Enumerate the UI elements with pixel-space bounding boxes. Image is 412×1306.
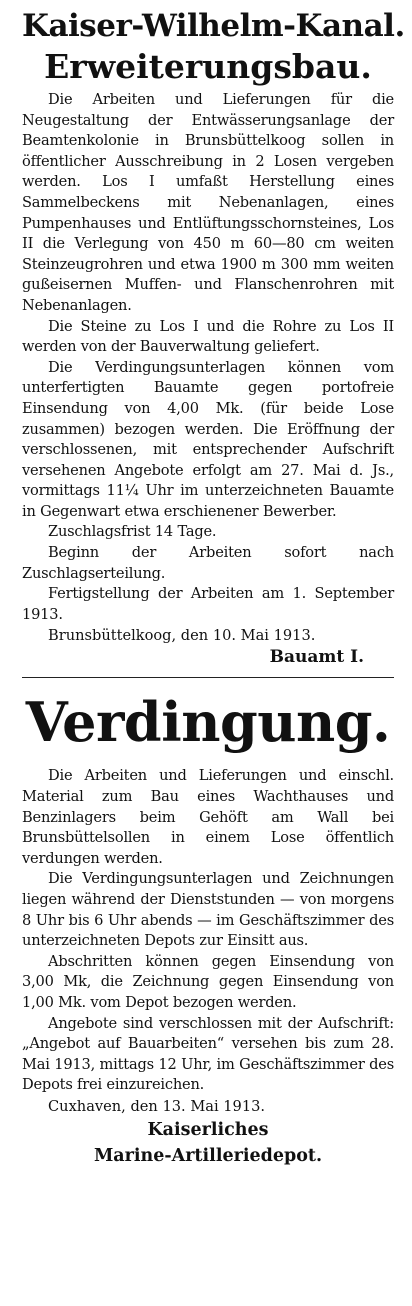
ad2-signature-line1: Kaiserliches	[147, 1119, 269, 1140]
ad1-paragraph-documents: Die Verdingungsunterlagen können vom unterfertigten Bauamte gegen portofreie Einsendung von 4,00 Mk. (für beide Lose zusammen) bezogen werden. Die Eröffnung der verschlossenen, mit entsprechender Aufschrift versehenen Angebote erfolgt am 27. Mai d. Js., vormittags 11¼ Uhr im unterzeichneten Bauamte in Gegenwart etwa erschienener Bewerber.	[22, 358, 394, 520]
ad2-signature-line2: Marine-Artilleriedepot.	[93, 1145, 323, 1166]
ad2-place-date: Cuxhaven, den 13. Mai 1913.	[48, 1097, 266, 1115]
ad1-paragraph-materials: Die Steine zu Los I und die Rohre zu Los II werden von der Bauverwaltung geliefert.	[22, 317, 394, 356]
ad2-paragraph-documents: Die Verdingungsunterlagen und Zeichnungen liegen während der Dienststunden — von morgens 8 Uhr bis 6 Uhr abends — im Geschäftszimmer des unterzeichneten Depots zur Einsitt aus.	[22, 870, 394, 950]
ad1-signature: Bauamt I.	[269, 647, 364, 668]
ad1-place-date: Brunsbüttelkoog, den 10. Mai 1913.	[48, 627, 316, 645]
ad-title-verdingung: Verdingung.	[25, 690, 391, 755]
ad-title-kaiser-wilhelm-kanal: Kaiser-Wilhelm-Kanal.	[22, 8, 405, 44]
ad2-paragraph-scope: Die Arbeiten und Lieferungen und einschl. Material zum Bau eines Wachthauses und Benzinlagers beim Gehöft am Wall bei Brunsbüttelsollen in einem Lose öffentlich verdungen werden.	[22, 767, 394, 867]
ad1-paragraph-scope: Die Arbeiten und Lieferungen für die Neugestaltung der Entwässerungsanlage der Beamtenkolonie in Brunsbüttelkoog sollen in öffentlicher Ausschreibung in 2 Losen vergeben werden. Los I umfaßt Herstellung eines Sammelbeckens mit Nebenanlagen, eines Pumpenhauses und Entlüftungsschornsteines, Los II die Verlegung von 450 m 60—80 cm weiten Steinzeugrohren und etwa 1900 m 300 mm weiten gußeisernen Muffen- und Flanschenrohren mit Nebenanlagen.	[22, 91, 394, 314]
advertisement-kanal-erweiterungsbau	[22, 6, 405, 668]
section-divider	[22, 677, 394, 678]
ad-title-erweiterungsbau: Erweiterungsbau.	[44, 47, 372, 86]
ad2-paragraph-copies: Abschritten können gegen Einsendung von 3,00 Mk, die Zeichnung gegen Einsendung von 1,00 Mk. vom Depot bezogen werden.	[22, 952, 394, 1011]
advertisement-verdingung	[22, 686, 394, 1169]
ad1-paragraph-completion: Fertigstellung der Arbeiten am 1. September 1913.	[22, 585, 394, 623]
ad1-paragraph-award-period: Zuschlagsfrist 14 Tage.	[48, 523, 217, 541]
ad1-paragraph-start: Beginn der Arbeiten sofort nach Zuschlagserteilung.	[22, 544, 394, 582]
ad2-paragraph-bids: Angebote sind verschlossen mit der Aufschrift: „Angebot auf Bauarbeiten“ versehen bis zum 28. Mai 1913, mittags 12 Uhr, im Geschäftszimmer des Depots frei einzureichen.	[22, 1014, 394, 1094]
